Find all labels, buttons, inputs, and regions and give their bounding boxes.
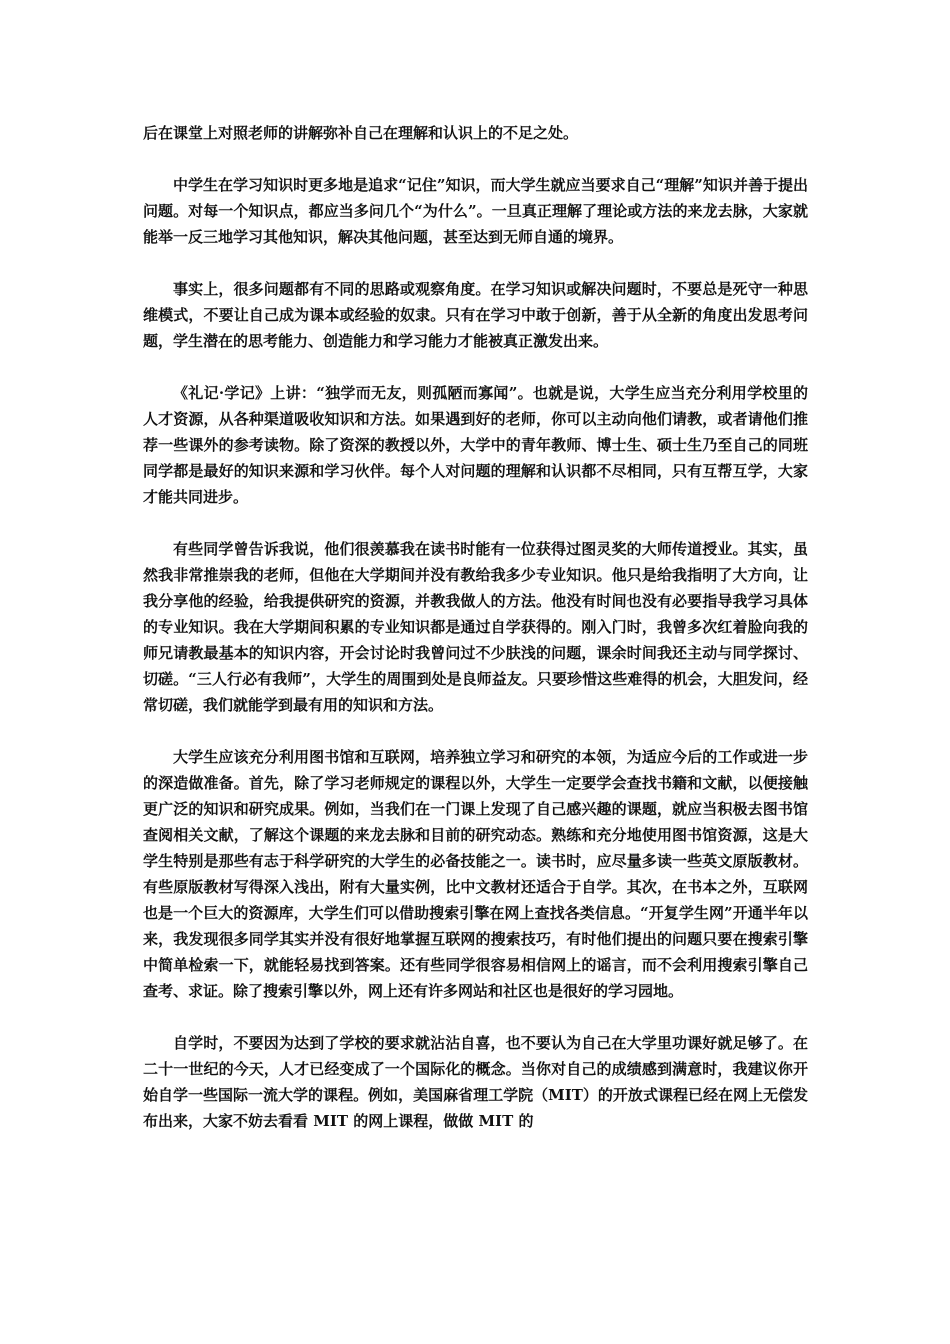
document-body [143, 120, 808, 1160]
paragraph-3: 事实上，很多问题都有不同的思路或观察角度。在学习知识或解决问题时，不要总是死守一种思维模式，不要让自己成为课本或经验的奴隶。只有在学习中敢于创新，善于从全新的角度出发思考问题，学生潜在的思考能力、创造能力和学习能力才能被真正激发出来。 [143, 280, 808, 350]
paragraph-5: 有些同学曾告诉我说，他们很羡慕我在读书时能有一位获得过图灵奖的大师传道授业。其实，虽然我非常推崇我的老师，但他在大学期间并没有教给我多少专业知识。他只是给我指明了大方向，让我分享他的经验，给我提供研究的资源，并教我做人的方法。他没有时间也没有必要指导我学习具体的专业知识。我在大学期间积累的专业知识都是通过自学获得的。刚入门时，我曾多次红着脸向我的师兄请教最基本的知识内容，开会讨论时我曾问过不少肤浅的问题，课余时间我还主动与同学探讨、切磋。“三人行必有我师”，大学生的周围到处是良师益友。只要珍惜这些难得的机会，大胆发问，经常切磋，我们就能学到最有用的知识和方法。 [143, 540, 808, 714]
paragraph-4: 《礼记·学记》上讲：“独学而无友，则孤陋而寡闻”。也就是说，大学生应当充分利用学校里的人才资源，从各种渠道吸收知识和方法。如果遇到好的老师，你可以主动向他们请教，或者请他们推荐一些课外的参考读物。除了资深的教授以外，大学中的青年教师、博士生、硕士生乃至自己的同班同学都是最好的知识来源和学习伙伴。每个人对问题的理解和认识都不尽相同，只有互帮互学，大家才能共同进步。 [143, 384, 808, 506]
paragraph-6: 大学生应该充分利用图书馆和互联网，培养独立学习和研究的本领，为适应今后的工作或进一步的深造做准备。首先，除了学习老师规定的课程以外，大学生一定要学会查找书籍和文献，以便接触更广泛的知识和研究成果。例如，当我们在一门课上发现了自己感兴趣的课题，就应当积极去图书馆查阅相关文献，了解这个课题的来龙去脉和目前的研究动态。熟练和充分地使用图书馆资源，这是大学生特别是那些有志于科学研究的大学生的必备技能之一。读书时，应尽量多读一些英文原版教材。有些原版教材写得深入浅出，附有大量实例，比中文教材还适合于自学。其次，在书本之外，互联网也是一个巨大的资源库，大学生们可以借助搜索引擎在网上查找各类信息。“开复学生网”开通半年以来，我发现很多同学其实并没有很好地掌握互联网的搜索技巧，有时他们提出的问题只要在搜索引擎中简单检索一下，就能轻易找到答案。还有些同学很容易相信网上的谣言，而不会利用搜索引擎自己查考、求证。除了搜索引擎以外，网上还有许多网站和社区也是很好的学习园地。 [143, 748, 808, 1000]
paragraph-2: 中学生在学习知识时更多地是追求“记住”知识，而大学生就应当要求自己“理解”知识并善于提出问题。对每一个知识点，都应当多问几个“为什么”。一旦真正理解了理论或方法的来龙去脉，大家就能举一反三地学习其他知识，解决其他问题，甚至达到无师自通的境界。 [143, 176, 808, 246]
paragraph-7: 自学时，不要因为达到了学校的要求就沾沾自喜，也不要认为自己在大学里功课好就足够了。在二十一世纪的今天，人才已经变成了一个国际化的概念。当你对自己的成绩感到满意时，我建议你开始自学一些国际一流大学的课程。例如，美国麻省理工学院（MIT）的开放式课程已经在网上无偿发布出来，大家不妨去看看 MIT 的网上课程，做做 MIT 的 [143, 1034, 808, 1130]
paragraph-1: 后在课堂上对照老师的讲解弥补自己在理解和认识上的不足之处。 [143, 124, 579, 142]
